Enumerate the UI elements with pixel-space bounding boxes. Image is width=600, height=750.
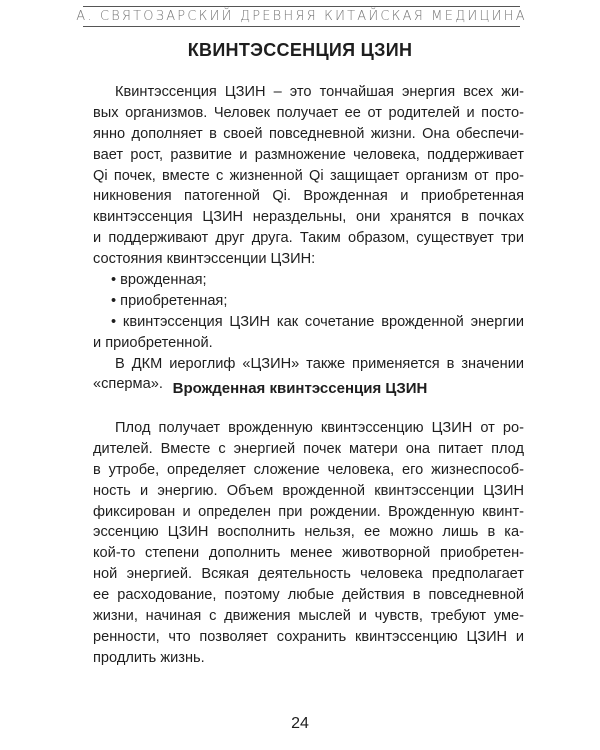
body-line: дителей. Вместе с энергией почек матери она питает плод	[93, 440, 524, 457]
body-line: жизни, начиная с движения мыслей и чувств, требуют уме-	[93, 608, 524, 625]
page-number: 24	[291, 715, 309, 732]
body-line: состояния квинтэссенции ЦЗИН:	[93, 251, 316, 268]
body-line: ность и энергию. Объем врожденной квинтэссенции ЦЗИН	[93, 482, 524, 499]
body-line: вает рост, развитие и размножение человека, поддерживает	[93, 146, 524, 163]
bullet-item: • квинтэссенция ЦЗИН как сочетание врожденной энергии	[111, 313, 524, 330]
chapter-title: КВИНТЭССЕНЦИЯ ЦЗИН	[187, 40, 413, 60]
body-line: квинтэссенция ЦЗИН нераздельны, они хранятся в почках	[93, 209, 524, 226]
bullet-item: • врожденная;	[111, 272, 207, 289]
body-line: «сперма».	[93, 376, 163, 393]
section-title: Врожденная квинтэссенция ЦЗИН	[172, 380, 428, 397]
bullet-continuation: и приобретенной.	[93, 334, 213, 351]
body-line: ной энергией. Всякая деятельность человека предполагает	[93, 566, 524, 583]
body-line: вых организмов. Человек получает ее от родителей и посто-	[93, 104, 524, 121]
bullet-item: • приобретенная;	[111, 292, 228, 309]
body-line: Квинтэссенция ЦЗИН – это тончайшая энергия всех жи-	[115, 84, 524, 100]
body-line: янно дополняет в своей повседневной жизни. Она обеспечи-	[93, 125, 524, 142]
body-line: кой-то степени дополнить менее животворной приобретен-	[93, 545, 524, 562]
running-header	[76, 6, 527, 27]
body-line: в утробе, определяет сложение человека, его жизнеспособ-	[93, 461, 524, 478]
body-line: В ДКМ иероглиф «ЦЗИН» также применяется в значении	[115, 355, 524, 372]
section2-body	[93, 418, 524, 669]
body-line: фиксирован и определен при рождении. Врожденную квинт-	[93, 503, 524, 520]
body-line: ее расходование, поэтому любые действия в повседневной	[93, 587, 524, 604]
body-line: никновения патогенной Qi. Врожденная и приобретенная	[93, 188, 524, 205]
body-line: эссенцию ЦЗИН восполнить нельзя, ее можно лишь в ка-	[93, 524, 524, 541]
body-line: продлить жизнь.	[93, 649, 205, 666]
body-line: Qi почек, вместе с жизненной Qi защищает организм от про-	[93, 167, 524, 184]
body-line: Плод получает врожденную квинтэссенцию ЦЗИН от ро-	[115, 420, 524, 436]
body-line: и поддерживают друг друга. Таким образом, существует три	[93, 230, 524, 247]
section1-body	[93, 82, 524, 395]
running-header-text: А. СВЯТОЗАРСКИЙ ДРЕВНЯЯ КИТАЙСКАЯ МЕДИЦИНА	[76, 9, 527, 24]
body-line: ренности, что позволяет сохранить квинтэссенцию ЦЗИН и	[93, 628, 524, 645]
